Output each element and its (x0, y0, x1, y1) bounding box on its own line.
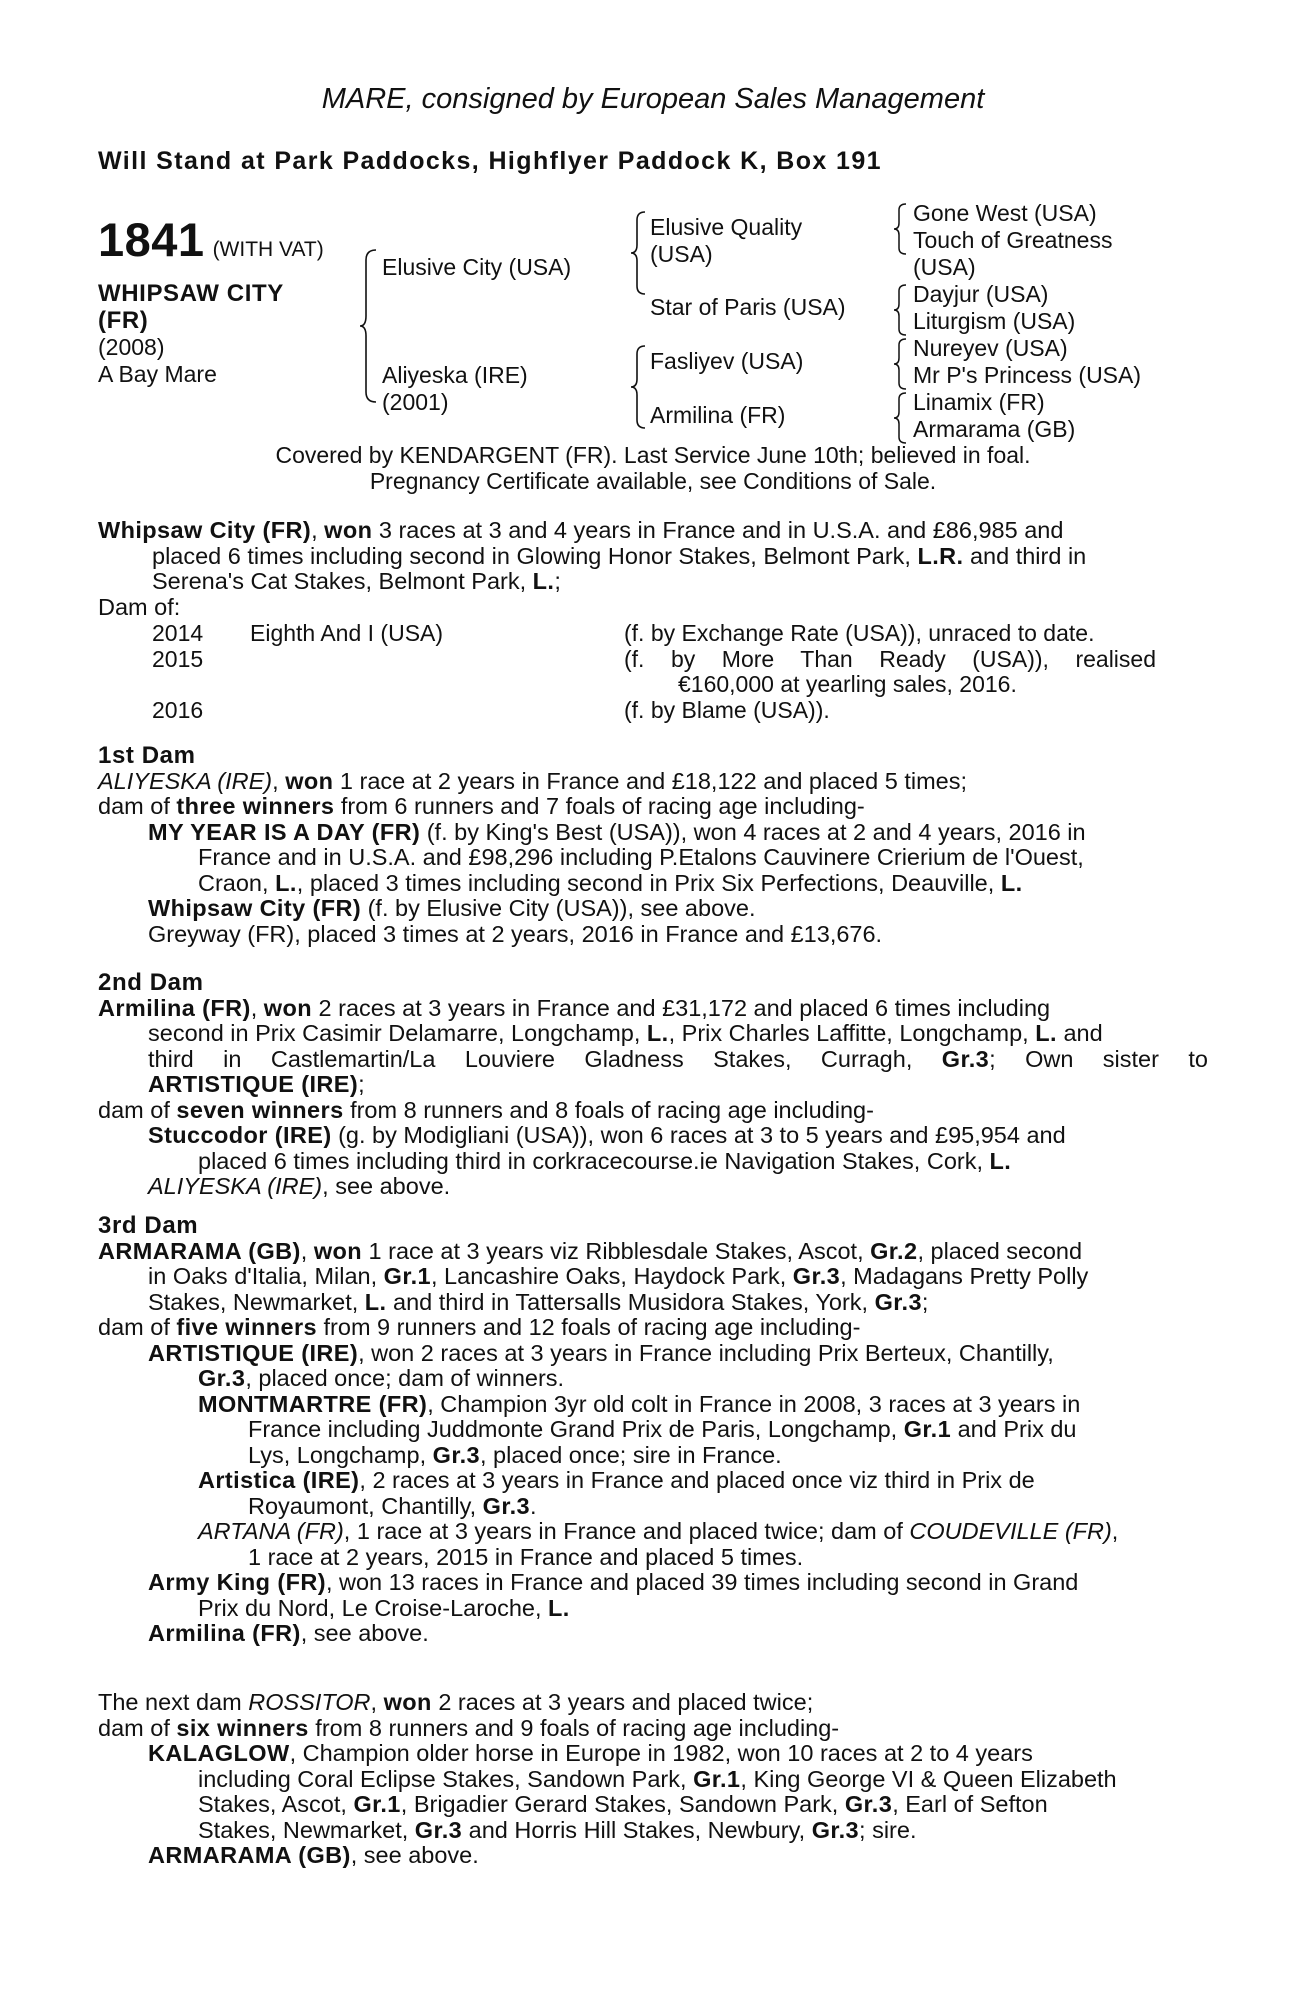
lot-number (98, 212, 324, 267)
first-dam-progeny-1-cont: France and in U.S.A. and £98,296 including P.Etalons Cauvinere Crierium de l'Ouest, (198, 844, 1084, 870)
pedigree-sire-dam: Star of Paris (USA) (650, 294, 846, 320)
pedigree-brace-sire (631, 210, 649, 296)
offspring-desc: €160,000 at yearling sales, 2016. (678, 671, 1017, 697)
second-dam-progeny-2: ALIYESKA (IRE), see above. (148, 1173, 451, 1199)
pedigree-sire-sire-line1: Elusive Quality (650, 214, 803, 240)
pedigree-grandparents (913, 200, 1141, 443)
pedigree-brace-g4 (894, 391, 910, 445)
mare-line1: Whipsaw City (FR), won 3 races at 3 and 4 years in France and in U.S.A. and £86,985 and (98, 517, 1064, 543)
third-dam-line2: in Oaks d'Italia, Milan, Gr.1, Lancashire Oaks, Haydock Park, Gr.3, Madagans Pretty Polly (148, 1263, 1089, 1289)
pedigree-sire-sire (650, 214, 802, 268)
grandprogeny-artistica: Artistica (IRE), 2 races at 3 years in France and placed once viz third in Prix de (198, 1467, 1035, 1493)
second-dam-section (98, 970, 1208, 1200)
second-dam-line3: third in Castlemartin/La Louviere Gladness Stakes, Curragh, Gr.3; Own sister to (148, 1045, 1208, 1072)
next-dam-line1: The next dam ROSSITOR, won 2 races at 3 years and placed twice; (98, 1689, 814, 1715)
lot-number-value: 1841 (98, 213, 205, 266)
pedigree-g-touch-country: (USA) (913, 254, 976, 280)
grandprogeny-montmartre-cont2: Lys, Longchamp, Gr.3, placed once; sire in France. (248, 1441, 782, 1468)
third-dam-progeny-army-king: Army King (FR), won 13 races in France and placed 39 times including second in Grand (148, 1569, 1079, 1595)
next-dam-progeny-kalaglow-cont: including Coral Eclipse Stakes, Sandown Park, Gr.1, King George VI & Queen Elizabeth (198, 1765, 1117, 1792)
second-dam-line2: second in Prix Casimir Delamarre, Longchamp, L., Prix Charles Laffitte, Longchamp, L. and (148, 1020, 1103, 1046)
mare-summary (98, 518, 1208, 620)
third-dam-line4: dam of five winners from 9 runners and 12 foals of racing age including- (98, 1314, 861, 1340)
third-dam-line3: Stakes, Newmarket, L. and third in Tattersalls Musidora Stakes, York, Gr.3; (148, 1288, 929, 1315)
first-dam-progeny-1-cont2: Craon, L., placed 3 times including second in Prix Six Perfections, Deauville, L. (198, 869, 1023, 896)
consignor-heading: MARE, consigned by European Sales Management (321, 83, 985, 115)
third-dam-progeny-armilina: Armilina (FR), see above. (148, 1620, 429, 1646)
first-dam-progeny-3: Greyway (FR), placed 3 times at 2 years, 2016 in France and £13,676. (148, 920, 883, 947)
pedigree-g-dayjur: Dayjur (USA) (913, 281, 1049, 307)
third-dam-line1: ARMARAMA (GB), won 1 race at 3 years viz Ribblesdale Stakes, Ascot, Gr.2, placed second (98, 1237, 1083, 1264)
dam-of-label: Dam of: (98, 593, 181, 620)
pedigree-brace-main (360, 248, 380, 404)
next-dam-line2: dam of six winners from 8 runners and 9 foals of racing age including- (98, 1714, 840, 1741)
offspring-desc: (f. by Exchange Rate (USA)), unraced to date. (624, 620, 1095, 646)
third-dam-progeny-artistique-cont: Gr.3, placed once; dam of winners. (198, 1365, 565, 1391)
offspring-name: Eighth And I (USA) (250, 620, 444, 646)
pedigree-brace-dam (631, 344, 649, 430)
pedigree-brace-g2 (894, 283, 910, 337)
first-dam-heading: 1st Dam (98, 742, 196, 769)
second-dam-progeny-1: Stuccodor (IRE) (g. by Modigliani (USA)), won 6 races at 3 to 5 years and £95,954 and (148, 1122, 1066, 1148)
first-dam-section (98, 743, 1208, 947)
grandprogeny-artana: ARTANA (FR), 1 race at 3 years in France and placed twice; dam of COUDEVILLE (FR), (198, 1518, 1119, 1544)
next-dam-section (98, 1690, 1208, 1869)
horse-info (98, 334, 217, 388)
next-dam-progeny-kalaglow-cont3: Stakes, Newmarket, Gr.3 and Horris Hill Stakes, Newbury, Gr.3; sire. (198, 1816, 917, 1843)
first-dam-line2: dam of three winners from 6 runners and 7 foals of racing age including- (98, 793, 865, 819)
pedigree-g-mr-ps-princess: Mr P's Princess (USA) (913, 362, 1142, 388)
second-dam-line1: Armilina (FR), won 2 races at 3 years in France and £31,172 and placed 6 times including (98, 994, 1051, 1021)
first-dam-progeny-1: MY YEAR IS A DAY (FR) (f. by King's Best (USA)), won 4 races at 2 and 4 years, 2016 in (148, 818, 1086, 845)
third-dam-heading: 3rd Dam (98, 1212, 199, 1239)
pedigree-g-gone-west: Gone West (USA) (913, 200, 1097, 226)
next-dam-progeny-armarama: ARMARAMA (GB), see above. (148, 1842, 479, 1868)
horse-name-line1: WHIPSAW CITY (98, 280, 284, 307)
grandprogeny-montmartre-cont: France including Juddmonte Grand Prix de Paris, Longchamp, Gr.1 and Prix du (248, 1416, 1077, 1442)
horse-name-line2: (FR) (98, 307, 149, 334)
pedigree-g-liturgism: Liturgism (USA) (913, 308, 1076, 334)
pedigree-dam-year: (2001) (382, 389, 449, 415)
third-dam-section (98, 1213, 1208, 1647)
grandprogeny-artistica-cont: Royaumont, Chantilly, Gr.3. (248, 1492, 537, 1519)
first-dam-progeny-2: Whipsaw City (FR) (f. by Elusive City (USA)), see above. (148, 895, 756, 921)
third-dam-progeny-artistique: ARTISTIQUE (IRE), won 2 races at 3 years in France including Prix Berteux, Chantilly, (148, 1339, 1054, 1366)
stable-location: Will Stand at Park Paddocks, Highflyer Paddock K, Box 191 (98, 147, 882, 175)
mare-name: Whipsaw City (FR) (98, 517, 312, 543)
vat-note: (WITH VAT) (212, 238, 324, 261)
covered-line1: Covered by KENDARGENT (FR). Last Service June 10th; believed in foal. (275, 442, 1031, 468)
offspring-year: 2014 (152, 620, 204, 646)
third-dam-progeny-army-king-cont: Prix du Nord, Le Croise-Laroche, L. (198, 1594, 570, 1621)
grandprogeny-montmartre: MONTMARTRE (FR), Champion 3yr old colt in France in 2008, 3 races at 3 years in (198, 1390, 1081, 1417)
covered-line2: Pregnancy Certificate available, see Conditions of Sale. (369, 468, 937, 494)
second-dam-line4: ARTISTIQUE (IRE); (148, 1071, 365, 1097)
second-dam-line5: dam of seven winners from 8 runners and 8 foals of racing age including- (98, 1096, 874, 1123)
pedigree-dam-name: Aliyeska (IRE) (382, 362, 528, 388)
next-dam-progeny-kalaglow: KALAGLOW, Champion older horse in Europe in 1982, won 10 races at 2 to 4 years (148, 1740, 1033, 1766)
pedigree-sire-sire-line2: (USA) (650, 241, 713, 267)
mare-line2: placed 6 times including second in Glowing Honor Stakes, Belmont Park, L.R. and third in (152, 542, 1087, 569)
horse-year: (2008) (98, 334, 165, 360)
pedigree-dam-dam: Armilina (FR) (650, 402, 786, 428)
pedigree-g-armarama: Armarama (GB) (913, 416, 1076, 442)
offspring-desc: (f. by Blame (USA)). (624, 696, 830, 723)
covered-note (98, 442, 1208, 494)
pedigree-dam (382, 362, 528, 416)
pedigree-g-linamix: Linamix (FR) (913, 389, 1045, 415)
offspring-year: 2015 (152, 645, 204, 672)
pedigree-dam-sire: Fasliyev (USA) (650, 348, 804, 374)
second-dam-progeny-1-cont: placed 6 times including third in corkracecourse.ie Navigation Stakes, Cork, L. (198, 1147, 1012, 1174)
pedigree-g-nureyev: Nureyev (USA) (913, 335, 1068, 361)
offspring-desc: (f. by More Than Ready (USA)), realised (624, 645, 1156, 672)
horse-name (98, 280, 284, 334)
pedigree-g-touch-of-greatness: Touch of Greatness (913, 227, 1113, 253)
offspring-year: 2016 (152, 696, 204, 723)
mare-line3: Serena's Cat Stakes, Belmont Park, L.; (152, 568, 561, 594)
horse-description: A Bay Mare (98, 361, 217, 387)
first-dam-line1: ALIYESKA (IRE), won 1 race at 2 years in France and £18,122 and placed 5 times; (98, 767, 967, 794)
pedigree-brace-g3 (894, 337, 910, 391)
grandprogeny-artana-cont: 1 race at 2 years, 2015 in France and placed 5 times. (248, 1543, 804, 1570)
next-dam-progeny-kalaglow-cont2: Stakes, Ascot, Gr.1, Brigadier Gerard Stakes, Sandown Park, Gr.3, Earl of Sefton (198, 1791, 1048, 1817)
second-dam-heading: 2nd Dam (98, 969, 204, 996)
pedigree-brace-g1 (894, 202, 910, 256)
pedigree-sire: Elusive City (USA) (382, 254, 572, 280)
